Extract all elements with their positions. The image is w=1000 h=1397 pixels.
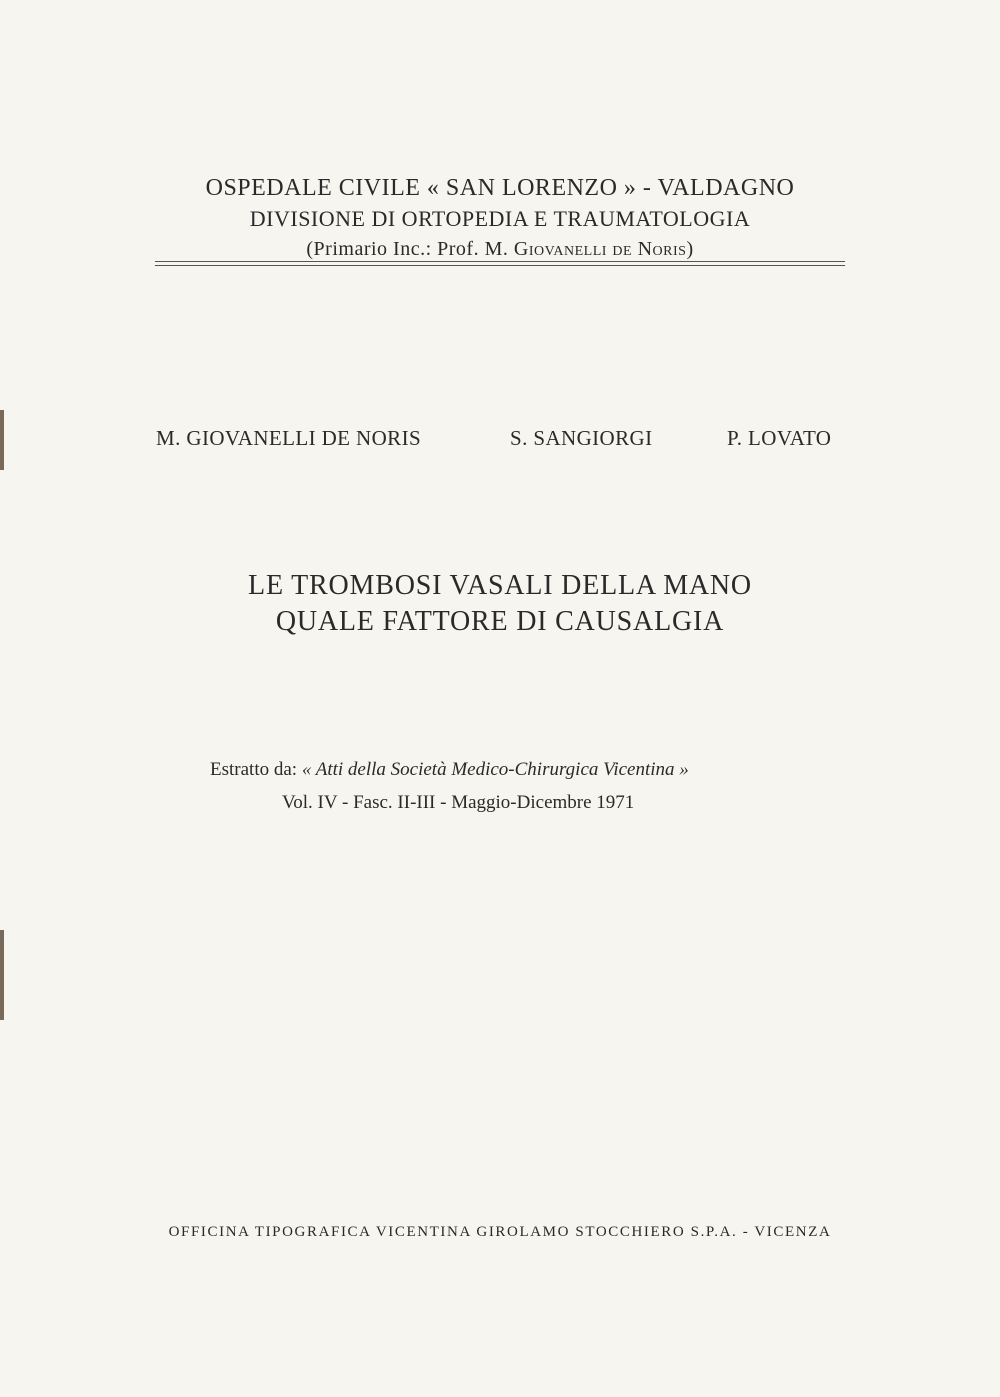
author-2: S. SANGIORGI — [510, 426, 653, 450]
header-double-rule — [155, 261, 845, 269]
title-line-1: LE TROMBOSI VASALI DELLA MANO — [248, 570, 752, 601]
head-physician-name: Giovanelli de Noris — [513, 238, 687, 260]
institution-header — [0, 172, 1000, 264]
paper-title — [0, 568, 1000, 640]
rule-line — [155, 261, 845, 262]
issue-info: Vol. IV - Fasc. II-III - Maggio-Dicembre 1971 — [282, 792, 635, 813]
head-physician — [0, 234, 1000, 264]
author-1: M. GIOVANELLI DE NORIS — [156, 426, 422, 450]
hospital-name: OSPEDALE CIVILE « SAN LORENZO » - VALDAGNO — [205, 175, 795, 201]
head-physician-suffix: ) — [686, 238, 694, 260]
extract-info — [210, 753, 689, 819]
journal-name: « Atti della Società Medico-Chirurgica Vicentina » — [301, 759, 689, 780]
printer-imprint: OFFICINA TIPOGRAFICA VICENTINA GIROLAMO STOCCHIERO S.P.A. - VICENZA — [168, 1224, 832, 1240]
extract-label: Estratto da: — [210, 759, 298, 780]
binding-mark — [0, 930, 4, 1020]
rule-line — [155, 265, 845, 266]
division-name: DIVISIONE DI ORTOPEDIA E TRAUMATOLOGIA — [249, 206, 751, 231]
head-physician-prefix: (Primario Inc.: Prof. M. — [306, 238, 514, 260]
extract-source — [210, 753, 689, 786]
author-3: P. LOVATO — [727, 426, 832, 450]
binding-mark — [0, 410, 4, 470]
title-line-2: QUALE FATTORE DI CAUSALGIA — [275, 606, 725, 637]
